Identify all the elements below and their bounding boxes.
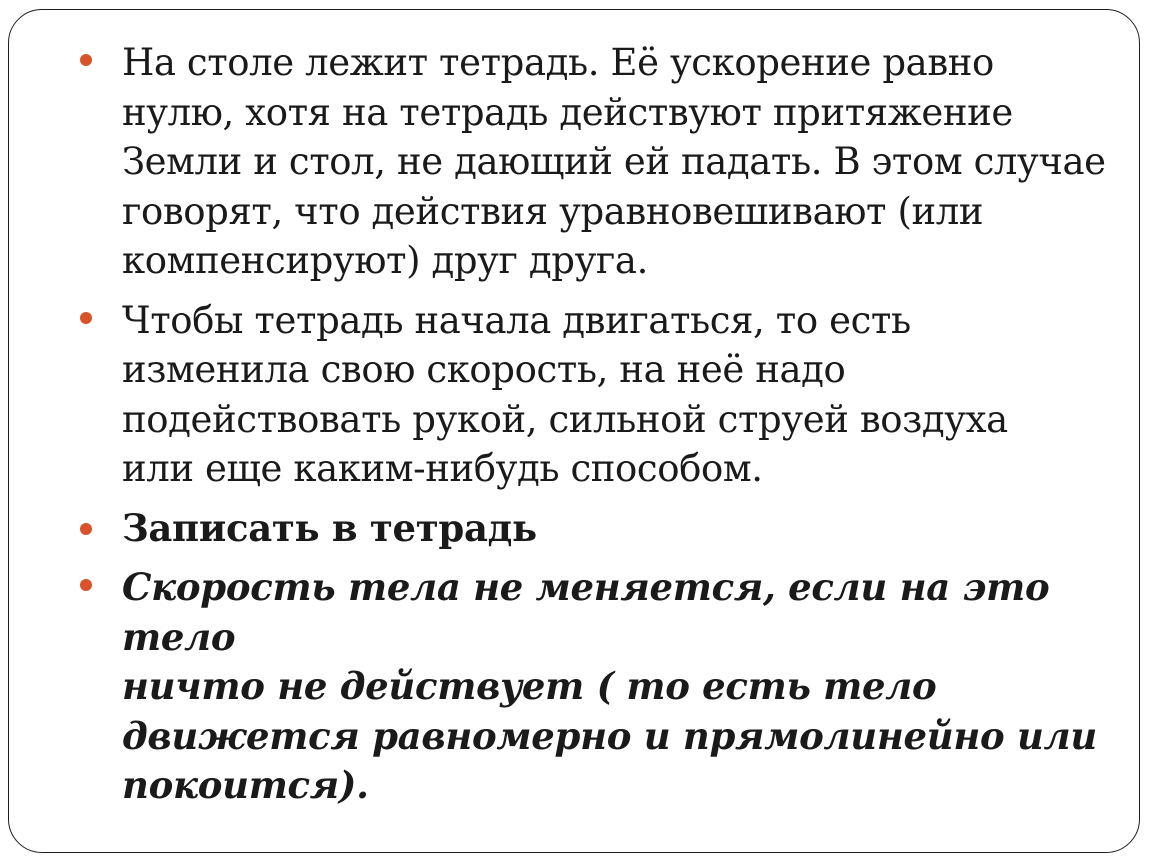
bullet-dot-icon <box>80 54 92 66</box>
bullet-text-3: Записать в тетрадь <box>122 505 537 550</box>
bullet-dot-icon <box>80 523 92 535</box>
slide-body <box>80 38 1142 821</box>
bullet-item-1 <box>80 38 1142 286</box>
bullet-item-4 <box>80 563 1142 811</box>
bullet-dot-icon <box>80 579 92 591</box>
bullet-item-3 <box>80 504 1142 554</box>
bullet-item-2 <box>80 296 1142 494</box>
bullet-text-1: На столе лежит тетрадь. Её ускорение равно нулю, хотя на тетрадь действуют притяжение Земли и стол, не дающий ей падать. В этом случае говорят, что действия уравновешивают (или компенсируют) друг друга. <box>122 41 1106 282</box>
bullet-dot-icon <box>80 312 92 324</box>
bullet-text-4: Скорость тела не меняется, если на это тело ничто не действует ( то есть тело движется равномерно и прямолинейно или покоится). <box>122 565 1097 807</box>
bullet-text-2: Чтобы тетрадь начала двигаться, то есть изменила свою скорость, на неё надо подействовать рукой, сильной струей воздуха или еще каким-нибудь способом. <box>122 298 1008 490</box>
